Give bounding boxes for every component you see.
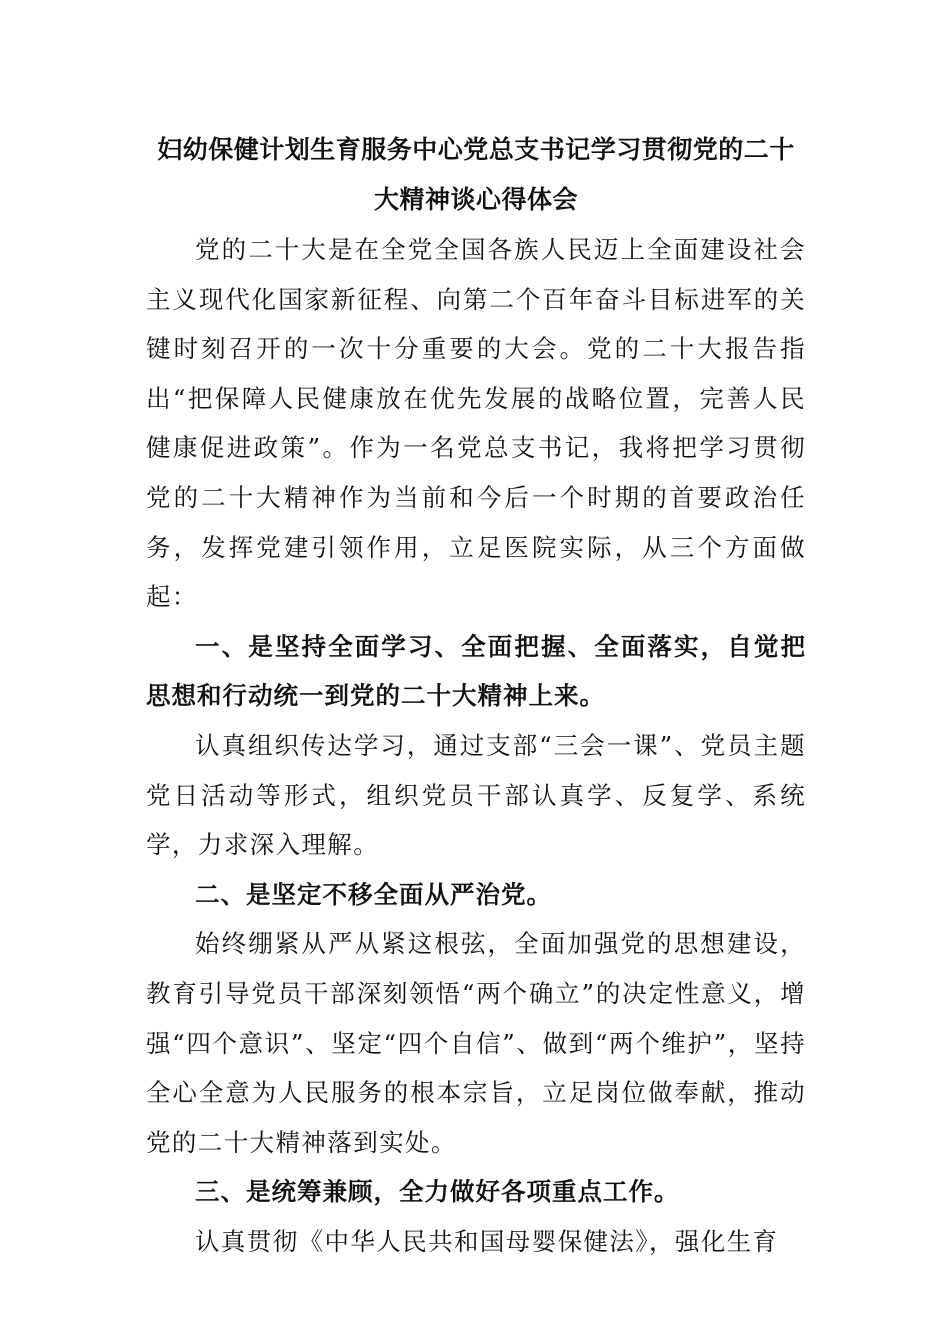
document-title [146,125,806,225]
section-2-heading: 二、是坚定不移全面从严治党。 [195,879,552,909]
section-3-paragraph: 认真贯彻《中华人民共和国母婴保健法》，强化生育 [195,1226,779,1256]
document-page [146,125,806,1266]
section-1-heading: 一、是坚持全面学习、全面把握、全面落实，自觉把思想和行动统一到党的二十大精神上来。 [146,631,806,711]
document-title-line-2: 大精神谈心得体会 [373,185,578,214]
section-2-paragraph: 始终绷紧从严从紧这根弦，全面加强党的思想建设，教育引导党员干部深刻领悟“两个确立”的决定性意义，增强“四个意识”、坚定“四个自信”、做到“两个维护”，坚持全心全意为人民服务的根本宗旨，立足岗位做奉献，推动党的二十大精神落到实处。 [146,929,806,1157]
section-3-heading: 三、是统筹兼顾，全力做好各项重点工作。 [195,1177,680,1207]
section-1-paragraph: 认真组织传达学习，通过支部“三会一课”、党员主题党日活动等形式，组织党员干部认真学、反复学、系统学，力求深入理解。 [146,730,806,860]
document-title-line-1: 妇幼保健计划生育服务中心党总支书记学习贯彻党的二十 [157,135,795,164]
intro-paragraph: 党的二十大是在全党全国各族人民迈上全面建设社会主义现代化国家新征程、向第二个百年奋斗目标进军的关键时刻召开的一次十分重要的大会。党的二十大报告指出“把保障人民健康放在优先发展的战略位置，完善人民健康促进政策”。作为一名党总支书记，我将把学习贯彻党的二十大精神作为当前和今后一个时期的首要政治任务，发挥党建引领作用，立足医院实际，从三个方面做起： [146,235,806,612]
